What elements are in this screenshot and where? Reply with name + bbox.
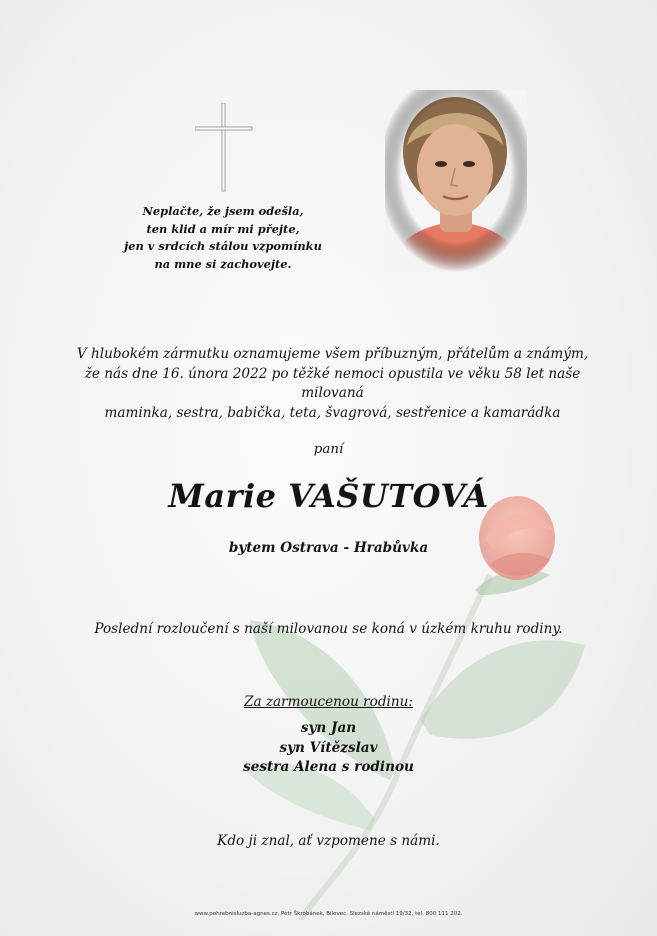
family-member: syn Jan [300,720,357,736]
poem [118,203,328,273]
cross-icon [195,103,253,193]
announcement [60,345,605,423]
family-list [0,719,657,778]
family-member: sestra Alena s rodinou [243,759,414,775]
closing-line: Kdo ji znal, ať vzpomene s námi. [217,833,440,849]
farewell-notice: Poslední rozloučení s naší milovanou se koná v úzkém kruhu rodiny. [94,621,563,637]
poem-line: na mne si zachovejte. [154,256,292,271]
footer-contact: www.pohrebnisluzba-agnes.cz, Petr Škrobánek, Bílovec, Slezské náměstí 19/32, tel. 800 111 202. [194,911,463,917]
poem-line: jen v srdcích stálou vzpomínku [124,239,322,253]
family-heading: Za zarmoucenou rodinu: [244,694,413,710]
announcement-line: maminka, sestra, babička, teta, švagrová, sestřenice a kamarádka [104,404,561,421]
announcement-line: V hlubokém zármutku oznamujeme všem příbuzným, přátelům a známým, [76,346,589,362]
poem-line: Neplačte, že jsem odešla, [142,204,304,218]
portrait-photo [385,90,527,272]
poem-line: ten klid a mír mi přejte, [146,221,300,236]
announcement-line: že nás dne 16. února 2022 po těžké nemoci opustila ve věku 58 let naše milovaná [84,365,581,401]
family-member: syn Vítězslav [279,739,378,756]
residence: bytem Ostrava - Hrabůvka [228,540,429,556]
deceased-name: Marie VAŠUTOVÁ [168,477,489,515]
honorific: paní [313,442,344,457]
